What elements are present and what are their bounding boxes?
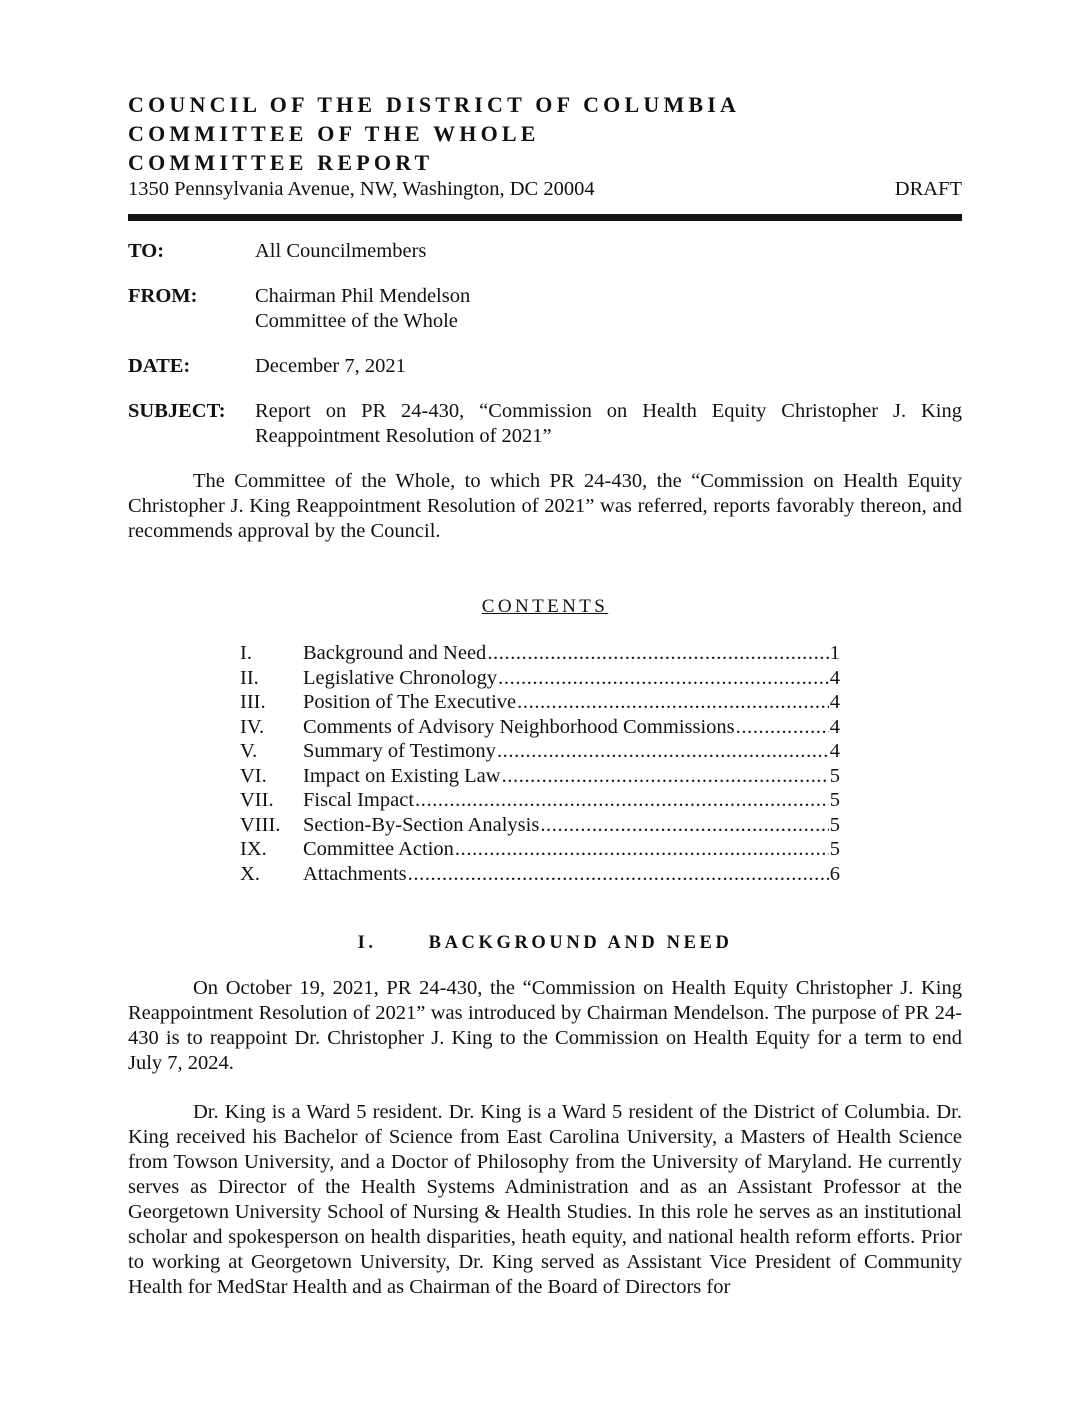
toc-page-number: 5 — [829, 813, 840, 836]
subject-label: SUBJECT: — [128, 400, 226, 422]
toc-leader-dots — [497, 739, 829, 764]
toc-page-number: 4 — [829, 691, 840, 713]
toc-page-number: 1 — [829, 642, 840, 664]
toc-row — [240, 788, 840, 813]
to-label: TO: — [128, 240, 165, 262]
toc-entry-text: Background and Need — [303, 642, 487, 664]
committee-name: COMMITTEE OF THE WHOLE — [128, 121, 540, 146]
toc-row — [240, 641, 840, 666]
toc-number: VI. — [240, 764, 267, 787]
toc-leader-dots — [517, 690, 829, 715]
intro-paragraph: The Committee of the Whole, to which PR 24-430, the “Commission on Health Equity Christopher J. King Reappointment Resolution of 2021” was referred, reports favorably thereon, and recommends approval by the Council. — [128, 470, 962, 542]
toc-row — [240, 837, 840, 862]
toc-page-number: 5 — [829, 789, 840, 811]
toc-entry-text: Comments of Advisory Neighborhood Commissions — [303, 715, 735, 738]
toc-leader-dots — [415, 788, 829, 813]
toc-page-number: 5 — [829, 764, 840, 787]
toc-number: IV. — [240, 715, 265, 738]
section-heading — [128, 931, 962, 956]
from-line-2: Committee of the Whole — [255, 310, 458, 332]
memo-subject — [128, 399, 962, 449]
report-page — [128, 90, 962, 1300]
subject-line-2: Reappointment Resolution of 2021” — [255, 425, 552, 447]
toc-leader-dots — [540, 813, 828, 838]
toc-row — [240, 690, 840, 715]
table-of-contents — [240, 641, 840, 886]
memo-from — [128, 284, 962, 334]
toc-leader-dots — [736, 715, 829, 740]
toc-number: X. — [240, 862, 260, 885]
memo-block — [128, 239, 962, 449]
section-number: I. — [357, 933, 377, 953]
toc-page-number: 4 — [829, 666, 840, 689]
toc-page-number: 5 — [829, 838, 840, 860]
toc-row — [240, 715, 840, 740]
toc-row — [240, 666, 840, 691]
toc-page-number: 4 — [829, 715, 840, 738]
memo-to — [128, 239, 962, 264]
contents-title: CONTENTS — [481, 596, 609, 617]
background-paragraph-2: Dr. King is a Ward 5 resident. Dr. King is a Ward 5 resident of the District of Columbia. Dr. King received his Bachelor of Science from East Carolina University, a Masters of Health Science from Towson University, and a Doctor of Philosophy from the University of Maryland. He currently serves as Director of the Health Systems Administration and as an Assistant Professor at the Georgetown University School of Nursing & Health Studies. In this role he serves as an institutional scholar and spokesperson on health disparities, heath equity, and national health reform efforts. Prior to working at Georgetown University, Dr. King served as Assistant Vice President of Community Health for MedStar Health and as Chairman of the Board of Directors for — [128, 1101, 962, 1298]
toc-entry-text: Position of The Executive — [303, 691, 517, 713]
toc-entry-text: Fiscal Impact — [303, 789, 415, 811]
draft-status: DRAFT — [894, 178, 962, 200]
subject-line-1: Report on PR 24-430, “Commission on Health Equity Christopher J. King — [255, 400, 962, 422]
toc-row — [240, 813, 840, 838]
toc-number: VII. — [240, 789, 274, 811]
council-name: COUNCIL OF THE DISTRICT OF COLUMBIA — [128, 92, 741, 117]
toc-entry-text: Legislative Chronology — [303, 666, 498, 689]
memo-date — [128, 354, 962, 379]
toc-number: V. — [240, 740, 258, 762]
date-value: December 7, 2021 — [255, 355, 406, 377]
from-label: FROM: — [128, 285, 198, 307]
toc-entry-text: Summary of Testimony — [303, 740, 496, 762]
letterhead — [128, 90, 962, 221]
toc-entry-text: Committee Action — [303, 838, 454, 860]
toc-page-number: 4 — [829, 740, 840, 762]
address-row — [128, 177, 962, 202]
toc-leader-dots — [502, 764, 829, 789]
toc-entry-text: Section-By-Section Analysis — [303, 813, 540, 836]
toc-leader-dots — [498, 666, 829, 691]
toc-entry-text: Impact on Existing Law — [303, 764, 501, 787]
toc-row — [240, 764, 840, 789]
background-paragraph-1: On October 19, 2021, PR 24-430, the “Commission on Health Equity Christopher J. King Reappointment Resolution of 2021” was introduced by Chairman Mendelson. The purpose of PR 24-430 is to reappoint Dr. Christopher J. King to the Commission on Health Equity for a term to end July 7, 2024. — [128, 977, 962, 1074]
toc-number: III. — [240, 691, 266, 713]
date-label: DATE: — [128, 355, 191, 377]
toc-leader-dots — [455, 837, 829, 862]
toc-number: IX. — [240, 838, 267, 860]
toc-number: II. — [240, 666, 259, 689]
toc-leader-dots — [487, 641, 828, 666]
toc-page-number: 6 — [829, 862, 840, 885]
section-title: BACKGROUND AND NEED — [428, 933, 733, 953]
toc-number: I. — [240, 642, 252, 664]
toc-row — [240, 739, 840, 764]
header-rule — [128, 214, 962, 221]
from-line-1: Chairman Phil Mendelson — [255, 285, 471, 307]
report-type: COMMITTEE REPORT — [128, 150, 434, 175]
toc-row — [240, 862, 840, 887]
toc-entry-text: Attachments — [303, 862, 407, 885]
to-value: All Councilmembers — [255, 240, 427, 262]
address: 1350 Pennsylvania Avenue, NW, Washington, DC 20004 — [128, 178, 595, 200]
toc-number: VIII. — [240, 813, 281, 836]
toc-leader-dots — [408, 862, 829, 887]
